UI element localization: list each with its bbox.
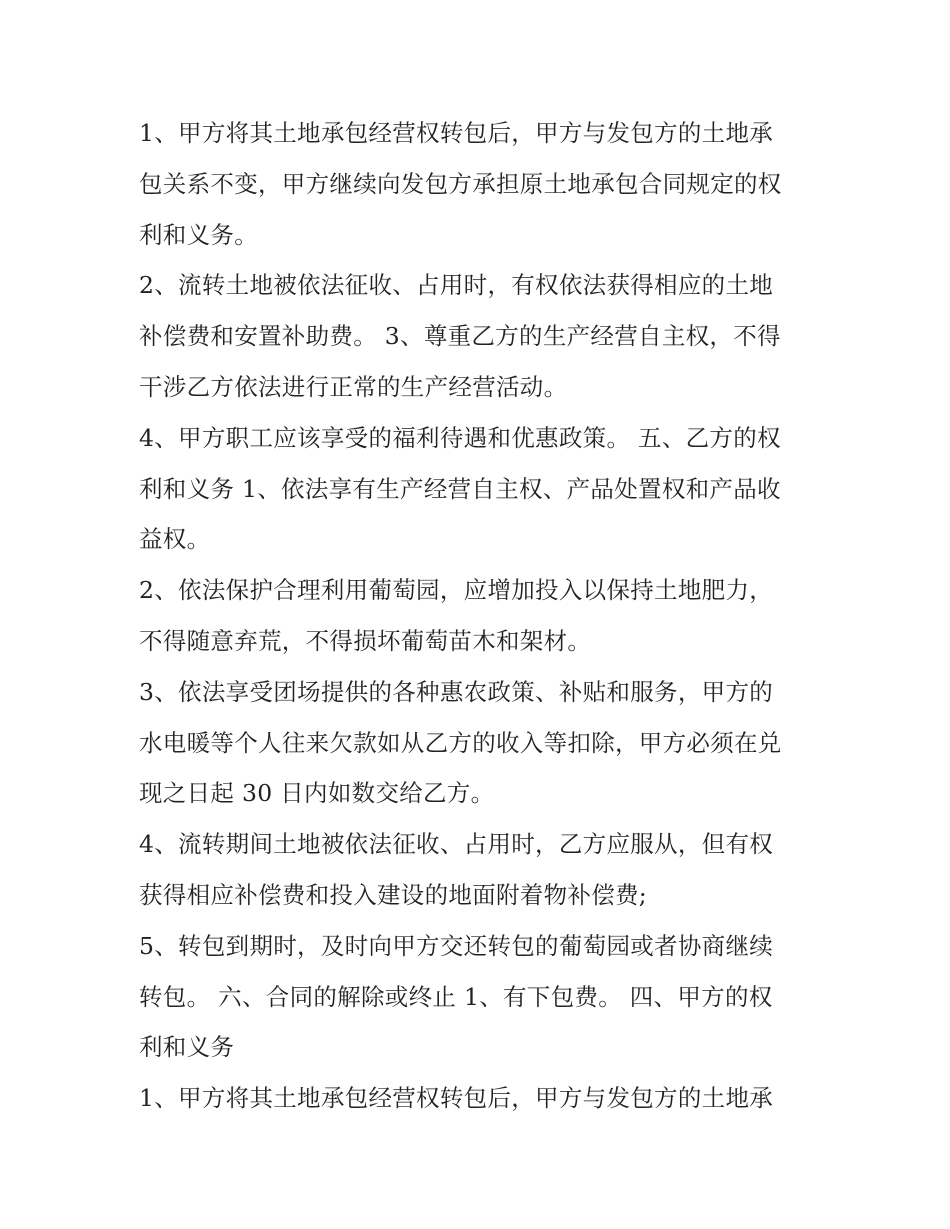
text-line: 3、依法享受团场提供的各种惠农政策、补贴和服务，甲方的 [139,677,774,706]
paragraph [139,565,819,667]
text-line: 干涉乙方依法进行正常的生产经营活动。 [139,372,568,401]
text-line: 不得随意弃荒，不得损坏葡萄苗木和架材。 [139,626,592,655]
paragraph [139,921,819,1073]
paragraph [139,819,819,921]
text-line: 包关系不变，甲方继续向发包方承担原土地承包合同规定的权 [139,169,782,198]
text-line: 5、转包到期时，及时向甲方交还转包的葡萄园或者协商继续 [139,931,774,960]
text-line: 1、甲方将其土地承包经营权转包后，甲方与发包方的土地承 [139,119,774,147]
paragraph [139,260,819,412]
text-line: 2、流转土地被依法征收、占用时，有权依法获得相应的土地 [139,271,774,300]
paragraph [139,667,819,819]
document-body [139,108,819,1124]
paragraph [139,413,819,565]
text-line: 转包。 六、合同的解除或终止 1、有下包费。 四、甲方的权 [139,982,773,1011]
text-line: 利和义务 [139,1033,235,1062]
text-line: 2、依法保护合理利用葡萄园，应增加投入以保持土地肥力， [139,576,774,605]
text-line: 利和义务。 [139,220,258,249]
text-line: 4、流转期间土地被依法征收、占用时，乙方应服从，但有权 [139,830,774,859]
text-line: 利和义务 1、依法享有生产经营自主权、产品处置权和产品收 [139,474,781,503]
text-line: 1、甲方将其土地承包经营权转包后，甲方与发包方的土地承 [139,1084,774,1113]
paragraph [139,108,819,260]
text-line: 4、甲方职工应该享受的福利待遇和优惠政策。 五、乙方的权 [139,423,781,452]
paragraph [139,1073,819,1124]
text-line: 补偿费和安置补助费。 3、尊重乙方的生产经营自主权，不得 [139,322,781,351]
text-line: 现之日起 30 日内如数交给乙方。 [139,779,495,808]
text-line: 水电暖等个人往来欠款如从乙方的收入等扣除，甲方必须在兑 [139,728,782,757]
text-line: 益权。 [139,525,211,554]
text-line: 获得相应补偿费和投入建设的地面附着物补偿费; [139,880,648,909]
